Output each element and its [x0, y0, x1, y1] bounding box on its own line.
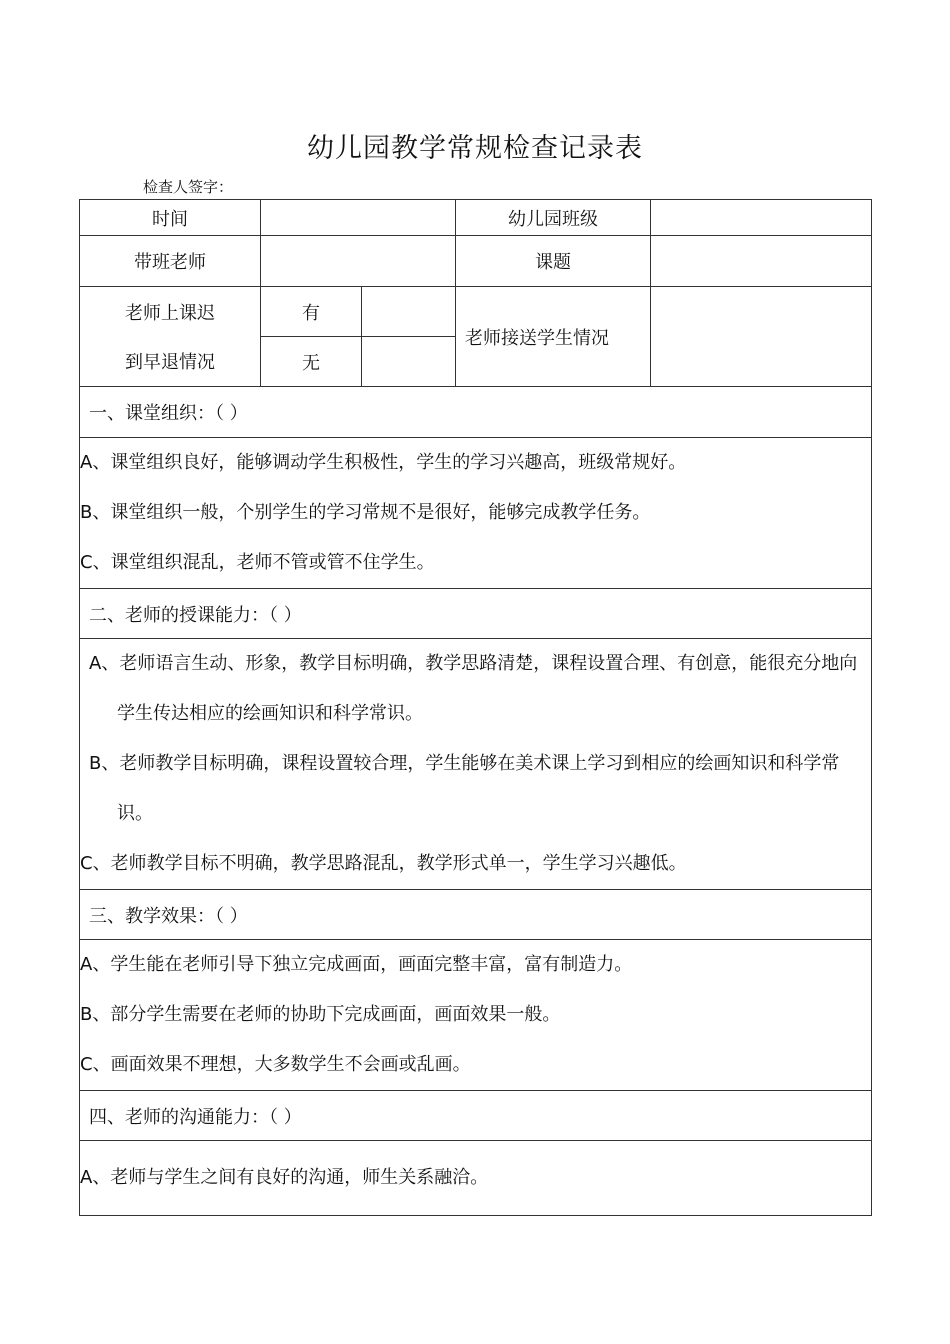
class-label: 幼儿园班级 — [456, 200, 651, 236]
option-item: C、课堂组织混乱，老师不管或管不住学生。 — [80, 552, 435, 573]
inspection-form-table — [79, 199, 872, 1216]
time-label: 时间 — [80, 200, 261, 236]
late-no-field[interactable] — [362, 337, 456, 387]
teacher-field[interactable] — [261, 236, 456, 287]
pickup-label: 老师接送学生情况 — [456, 287, 651, 387]
option-item: A、学生能在老师引导下独立完成画面，画面完整丰富，富有制造力。 — [80, 954, 633, 975]
section-heading-classroom-organization: 一、课堂组织：（ ） — [80, 387, 872, 438]
option-item: A、老师与学生之间有良好的沟通，师生关系融洽。 — [80, 1167, 489, 1188]
option-item: C、画面效果不理想，大多数学生不会画或乱画。 — [80, 1054, 471, 1075]
section-options-teaching-ability — [80, 639, 872, 890]
option-item: B、课堂组织一般，个别学生的学习常规不是很好，能够完成教学任务。 — [80, 502, 651, 523]
section-heading-teaching-ability: 二、老师的授课能力：（ ） — [80, 589, 872, 639]
section-options-teaching-effect — [80, 940, 872, 1091]
inspector-signature-label: 检查人签字： — [143, 178, 234, 196]
option-item: B、老师教学目标明确，课程设置较合理，学生能够在美术课上学习到相应的绘画知识和科学常识。 — [89, 753, 840, 824]
late-yes-field[interactable] — [362, 287, 456, 337]
late-yes-label: 有 — [261, 287, 362, 337]
teacher-label: 带班老师 — [80, 236, 261, 287]
option-item: B、部分学生需要在老师的协助下完成画面，画面效果一般。 — [80, 1004, 561, 1025]
option-item: C、老师教学目标不明确，教学思路混乱，教学形式单一，学生学习兴趣低。 — [80, 853, 687, 874]
topic-field[interactable] — [651, 236, 872, 287]
section-options-communication — [80, 1141, 872, 1216]
page-title: 幼儿园教学常规检查记录表 — [307, 133, 643, 164]
late-label-line2: 到早退情况 — [80, 337, 261, 387]
topic-label: 课题 — [456, 236, 651, 287]
time-field[interactable] — [261, 200, 456, 236]
late-no-label: 无 — [261, 337, 362, 387]
option-item: A、课堂组织良好，能够调动学生积极性，学生的学习兴趣高，班级常规好。 — [80, 452, 687, 473]
option-item: A、老师语言生动、形象，教学目标明确，教学思路清楚，课程设置合理、有创意，能很充分地向学生传达相应的绘画知识和科学常识。 — [89, 653, 858, 724]
section-heading-teaching-effect: 三、教学效果：（ ） — [80, 890, 872, 940]
section-heading-communication: 四、老师的沟通能力：（ ） — [80, 1091, 872, 1141]
section-options-classroom-organization — [80, 438, 872, 589]
pickup-field[interactable] — [651, 287, 872, 387]
late-label-line1: 老师上课迟 — [80, 287, 261, 337]
class-field[interactable] — [651, 200, 872, 236]
